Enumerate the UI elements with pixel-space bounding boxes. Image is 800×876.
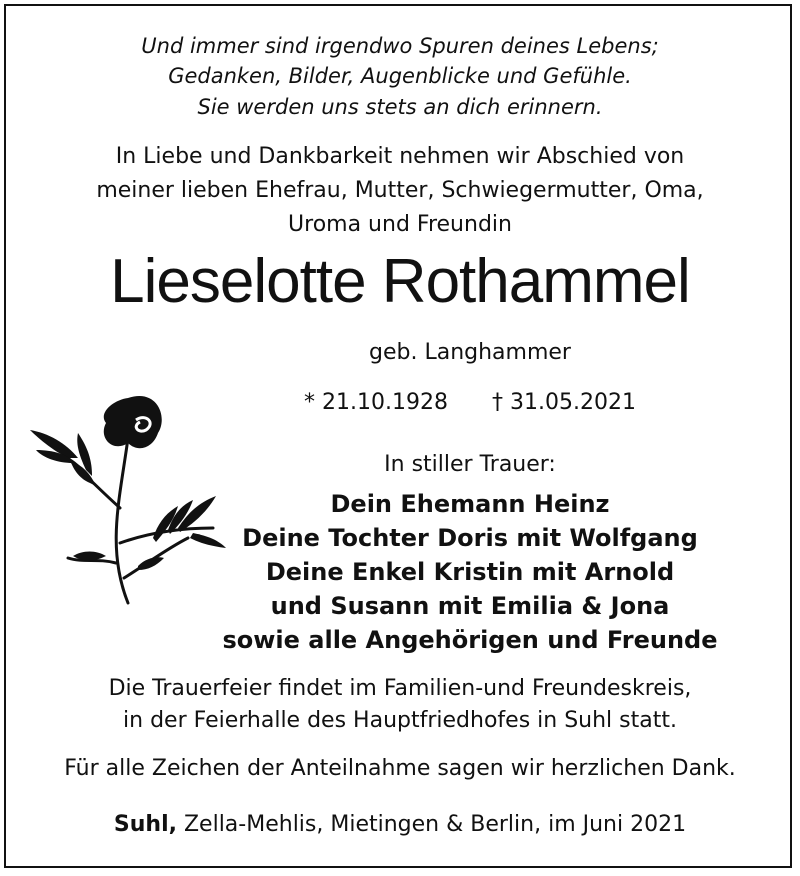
place-date-line: [0, 812, 800, 837]
birth-date: * 21.10.1928: [304, 390, 448, 415]
life-dates: [180, 390, 760, 415]
place-rest: Zella-Mehlis, Mietingen & Berlin, im Juni 2021: [176, 812, 687, 837]
deceased-name: Lieselotte Rothammel: [110, 247, 690, 316]
death-date: † 31.05.2021: [492, 390, 636, 415]
mourning-intro: In stiller Trauer:: [384, 452, 556, 477]
family-line-5: sowie alle Angehörigen und Freunde: [222, 626, 718, 654]
thanks-line: Für alle Zeichen der Anteilnahme sagen wir herzlichen Dank.: [64, 756, 736, 781]
intro-line-1: In Liebe und Dankbarkeit nehmen wir Abschied von: [115, 144, 685, 169]
funeral-line-2: in der Feierhalle des Hauptfriedhofes in Suhl statt.: [123, 708, 677, 733]
family-line-4: und Susann mit Emilia & Jona: [270, 592, 670, 620]
verse-line-2: Gedanken, Bilder, Augenblicke und Gefühle.: [168, 64, 632, 88]
intro-line-3: Uroma und Freundin: [288, 212, 512, 237]
place-bold: Suhl,: [113, 812, 177, 837]
family-line-1: Dein Ehemann Heinz: [330, 490, 610, 518]
maiden-name: geb. Langhammer: [369, 340, 571, 365]
intro-line-2: meiner lieben Ehefrau, Mutter, Schwiegermutter, Oma,: [96, 178, 704, 203]
verse-line-3: Sie werden uns stets an dich erinnern.: [197, 95, 603, 119]
funeral-line-1: Die Trauerfeier findet im Familien-und Freundeskreis,: [108, 676, 692, 701]
family-line-3: Deine Enkel Kristin mit Arnold: [265, 558, 675, 586]
verse-line-1: Und immer sind irgendwo Spuren deines Lebens;: [141, 34, 659, 58]
family-line-2: Deine Tochter Doris mit Wolfgang: [242, 524, 698, 552]
